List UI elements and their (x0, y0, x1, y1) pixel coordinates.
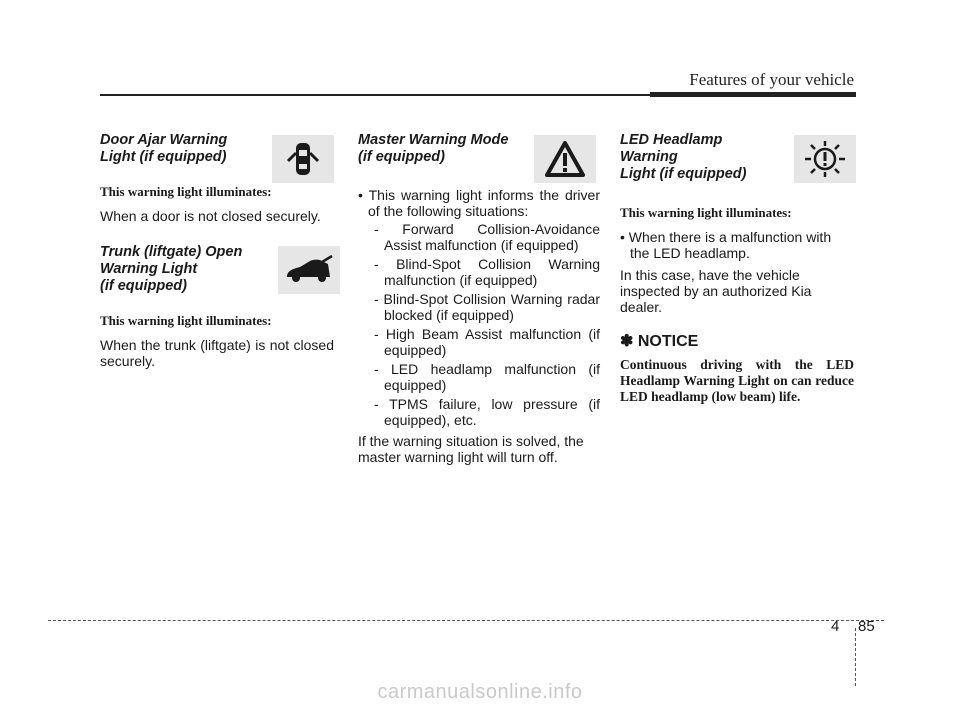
door-ajar-icon (272, 135, 334, 183)
door-ajar-text: When a door is not closed securely. (100, 208, 321, 224)
footer-rule (48, 620, 884, 621)
trunk-open-text: When the trunk (liftgate) is not closed securely. (100, 337, 334, 369)
list-item: - High Beam Assist malfunction (if equipped) (374, 326, 600, 358)
page-number: 85 (858, 618, 875, 635)
led-headlamp-bullet: • When there is a malfunction with the LED headlamp. (620, 229, 832, 261)
heading-line: Trunk (liftgate) Open (100, 244, 243, 260)
list-item: - LED headlamp malfunction (if equipped) (374, 361, 600, 393)
heading-line: (if equipped) (100, 278, 187, 294)
door-ajar-intro: This warning light illuminates: (100, 184, 272, 199)
led-headlamp-warning-icon (794, 135, 856, 183)
list-item: - Forward Collision-Avoidance Assist malfunction (if equipped) (374, 221, 600, 253)
notice-title: ✽ NOTICE (620, 333, 699, 350)
chapter-number: 4 (831, 618, 840, 635)
door-ajar-section (100, 132, 334, 260)
trunk-open-section (100, 244, 334, 369)
column-master-warning (358, 132, 600, 465)
heading-line: (if equipped) (358, 149, 445, 165)
master-warning-list (358, 221, 600, 428)
heading-line: Warning Light (100, 261, 198, 277)
heading-line: Door Ajar Warning (100, 132, 228, 148)
led-headlamp-intro: This warning light illuminates: (620, 205, 792, 220)
heading-line: Light (if equipped) (100, 149, 227, 165)
column-led-headlamp (620, 132, 854, 405)
list-item: - Blind-Spot Collision Warning malfunction (if equipped) (374, 256, 600, 288)
heading-line: Master Warning Mode (358, 132, 509, 148)
door-ajar-heading (100, 132, 260, 166)
section-title: Features of your vehicle (689, 70, 854, 89)
column-door-trunk (100, 132, 334, 369)
notice-text: Continuous driving with the LED Headlamp Warning Light on can reduce LED headlamp (low beam) life. (620, 357, 854, 404)
heading-line: LED Headlamp Warning (620, 132, 723, 165)
trunk-open-intro: This warning light illuminates: (100, 313, 272, 328)
footer-divider (855, 628, 856, 686)
header-rule-accent (650, 92, 856, 97)
trunk-open-heading (100, 244, 260, 295)
master-warning-heading (358, 132, 518, 166)
watermark: carmanualsonline.info (377, 681, 583, 703)
heading-line: Light (if equipped) (620, 166, 747, 182)
led-headlamp-heading (620, 132, 780, 183)
master-warning-bullet: • This warning light informs the driver of the following situations: (358, 187, 600, 219)
list-item: - TPMS failure, low pressure (if equipped), etc. (374, 396, 600, 428)
master-warning-closing: If the warning situation is solved, the master warning light will turn off. (358, 433, 584, 465)
trunk-open-icon (278, 246, 340, 294)
list-item: - Blind-Spot Collision Warning radar blocked (if equipped) (374, 291, 600, 323)
master-warning-icon (534, 135, 596, 183)
led-headlamp-text: In this case, have the vehicle inspected by an authorized Kia dealer. (620, 267, 812, 315)
